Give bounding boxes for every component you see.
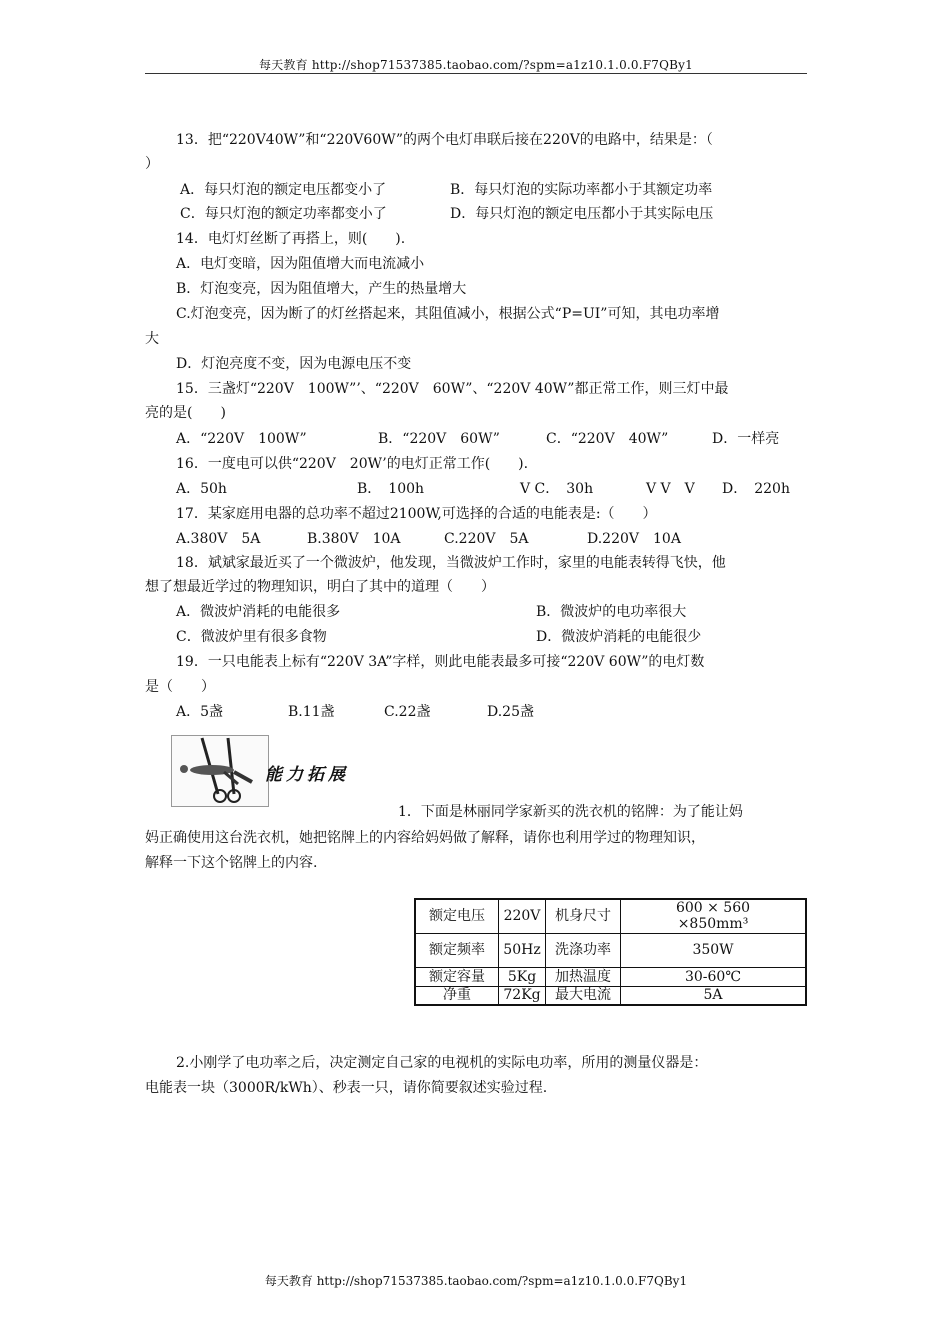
q14-option-c: C.灯泡变亮，因为断了的灯丝搭起来，其阻值减小，根据公式“P=UI”可知，其电功率增 — [176, 306, 720, 322]
table-cell: 5A — [621, 986, 807, 1005]
table-cell: 洗涤功率 — [546, 933, 621, 967]
table-cell: 加热温度 — [546, 967, 621, 986]
q16-stem: 16．一度电可以供“220V 20W’的电灯正常工作( ). — [176, 456, 529, 472]
q14-option-b: B．灯泡变亮，因为阻值增大，产生的热量增大 — [176, 281, 467, 297]
q15-option-c: C．“220V 40W” — [546, 431, 669, 447]
q15-stem-cont: 亮的是( ) — [145, 405, 226, 421]
q14-option-d: D．灯泡亮度不变，因为电源电压不变 — [176, 356, 412, 372]
q16-option-b: B． 100h — [357, 481, 425, 497]
q17-option-a: A.380V 5A — [176, 531, 261, 547]
table-cell: 600 × 560 ×850mm³ — [621, 899, 807, 933]
q13-option-d: D．每只灯泡的额定电压都小于其实际电压 — [450, 206, 714, 222]
q16-option-c: V C． 30h — [520, 481, 594, 497]
q18-option-d: D．微波炉消耗的电能很少 — [536, 629, 702, 645]
table-cell: 30-60℃ — [621, 967, 807, 986]
table-cell: 净重 — [415, 986, 499, 1005]
p2-line2: 电能表一块（3000R/kWh）、秒表一只，请你简要叙述实验过程. — [145, 1080, 548, 1096]
q18-option-c: C．微波炉里有很多食物 — [176, 629, 327, 645]
q19-option-b: B.11盏 — [288, 704, 335, 720]
q17-option-c: C.220V 5A — [444, 531, 529, 547]
table-cell: 350W — [621, 933, 807, 967]
q16-option-a: A．50h — [176, 481, 227, 497]
q15-stem: 15．三盏灯“220V 100W”’、“220V 60W”、“220V 40W”都正常工作，则三灯中最 — [176, 381, 729, 397]
q13-stem-cont: ） — [145, 156, 159, 172]
q18-option-b: B．微波炉的电功率很大 — [536, 604, 687, 620]
table-cell: 最大电流 — [546, 986, 621, 1005]
q16-stray-marks: V V V — [646, 481, 695, 497]
q13-option-c: C．每只灯泡的额定功率都变小了 — [180, 206, 387, 222]
p1-line3: 解释一下这个铭牌上的内容. — [145, 855, 318, 871]
table-cell: 50Hz — [499, 933, 546, 967]
table-cell: 额定电压 — [415, 899, 499, 933]
q15-option-d: D．一样亮 — [712, 431, 780, 447]
page-header: 每天教育 http://shop71537385.taobao.com/?spm=a1z10.1.0.0.F7QBy1 — [259, 58, 693, 72]
p1-line2: 妈正确使用这台洗衣机，她把铭牌上的内容给妈妈做了解释，请你也利用学过的物理知识， — [145, 830, 705, 846]
table-cell: 机身尺寸 — [546, 899, 621, 933]
q17-stem: 17．某家庭用电器的总功率不超过2100W,可选择的合适的电能表是:（ ） — [176, 506, 657, 522]
table-cell: 额定频率 — [415, 933, 499, 967]
q15-option-a: A．“220V 100W” — [176, 431, 307, 447]
q19-option-c: C.22盏 — [384, 704, 431, 720]
table-cell: 额定容量 — [415, 967, 499, 986]
q19-stem-cont: 是（ ） — [145, 679, 215, 695]
q15-option-b: B．“220V 60W” — [378, 431, 500, 447]
page-footer: 每天教育 http://shop71537385.taobao.com/?spm=a1z10.1.0.0.F7QBy1 — [264, 1274, 688, 1288]
q18-stem: 18．斌斌家最近买了一个微波炉，他发现，当微波炉工作时，家里的电能表转得飞快，他 — [176, 555, 726, 571]
q14-option-c-cont: 大 — [145, 331, 159, 347]
q13-stem: 13．把“220V40W”和“220V60W”的两个电灯串联后接在220V的电路中，结果是：（ — [176, 132, 713, 148]
p2-line1: 2.小刚学了电功率之后，决定测定自己家的电视机的实际电功率，所用的测量仪器是： — [176, 1055, 708, 1071]
q19-option-a: A．5盏 — [176, 704, 224, 720]
section-title: 能力拓展 — [265, 765, 349, 785]
q13-option-b: B．每只灯泡的实际功率都小于其额定功率 — [450, 182, 713, 198]
table-row — [415, 933, 806, 967]
q19-option-d: D.25盏 — [487, 704, 534, 720]
q19-stem: 19．一只电能表上标有“220V 3A”字样，则此电能表最多可接“220V 60W”的电灯数 — [176, 654, 705, 670]
table-cell: 5Kg — [499, 967, 546, 986]
q18-stem-cont: 想了想最近学过的物理知识，明白了其中的道理（ ） — [145, 579, 495, 595]
table-row — [415, 967, 806, 986]
q16-option-d: D． 220h — [722, 481, 790, 497]
q17-option-d: D.220V 10A — [587, 531, 681, 547]
q18-option-a: A．微波炉消耗的电能很多 — [176, 604, 341, 620]
table-cell: 220V — [499, 899, 546, 933]
q17-option-b: B.380V 10A — [307, 531, 401, 547]
q14-option-a: A．电灯变暗，因为阻值增大而电流减小 — [176, 256, 425, 272]
q13-option-a: A．每只灯泡的额定电压都变小了 — [180, 182, 387, 198]
table-cell: 72Kg — [499, 986, 546, 1005]
table-row — [415, 986, 806, 1005]
nameplate-table — [414, 898, 807, 1006]
gymnast-illustration — [171, 735, 269, 807]
p1-line1: 1．下面是林丽同学家新买的洗衣机的铭牌：为了能让妈 — [398, 804, 743, 820]
header-rule — [145, 73, 807, 74]
q14-stem: 14．电灯灯丝断了再搭上，则( ). — [176, 231, 406, 247]
table-row — [415, 899, 806, 933]
